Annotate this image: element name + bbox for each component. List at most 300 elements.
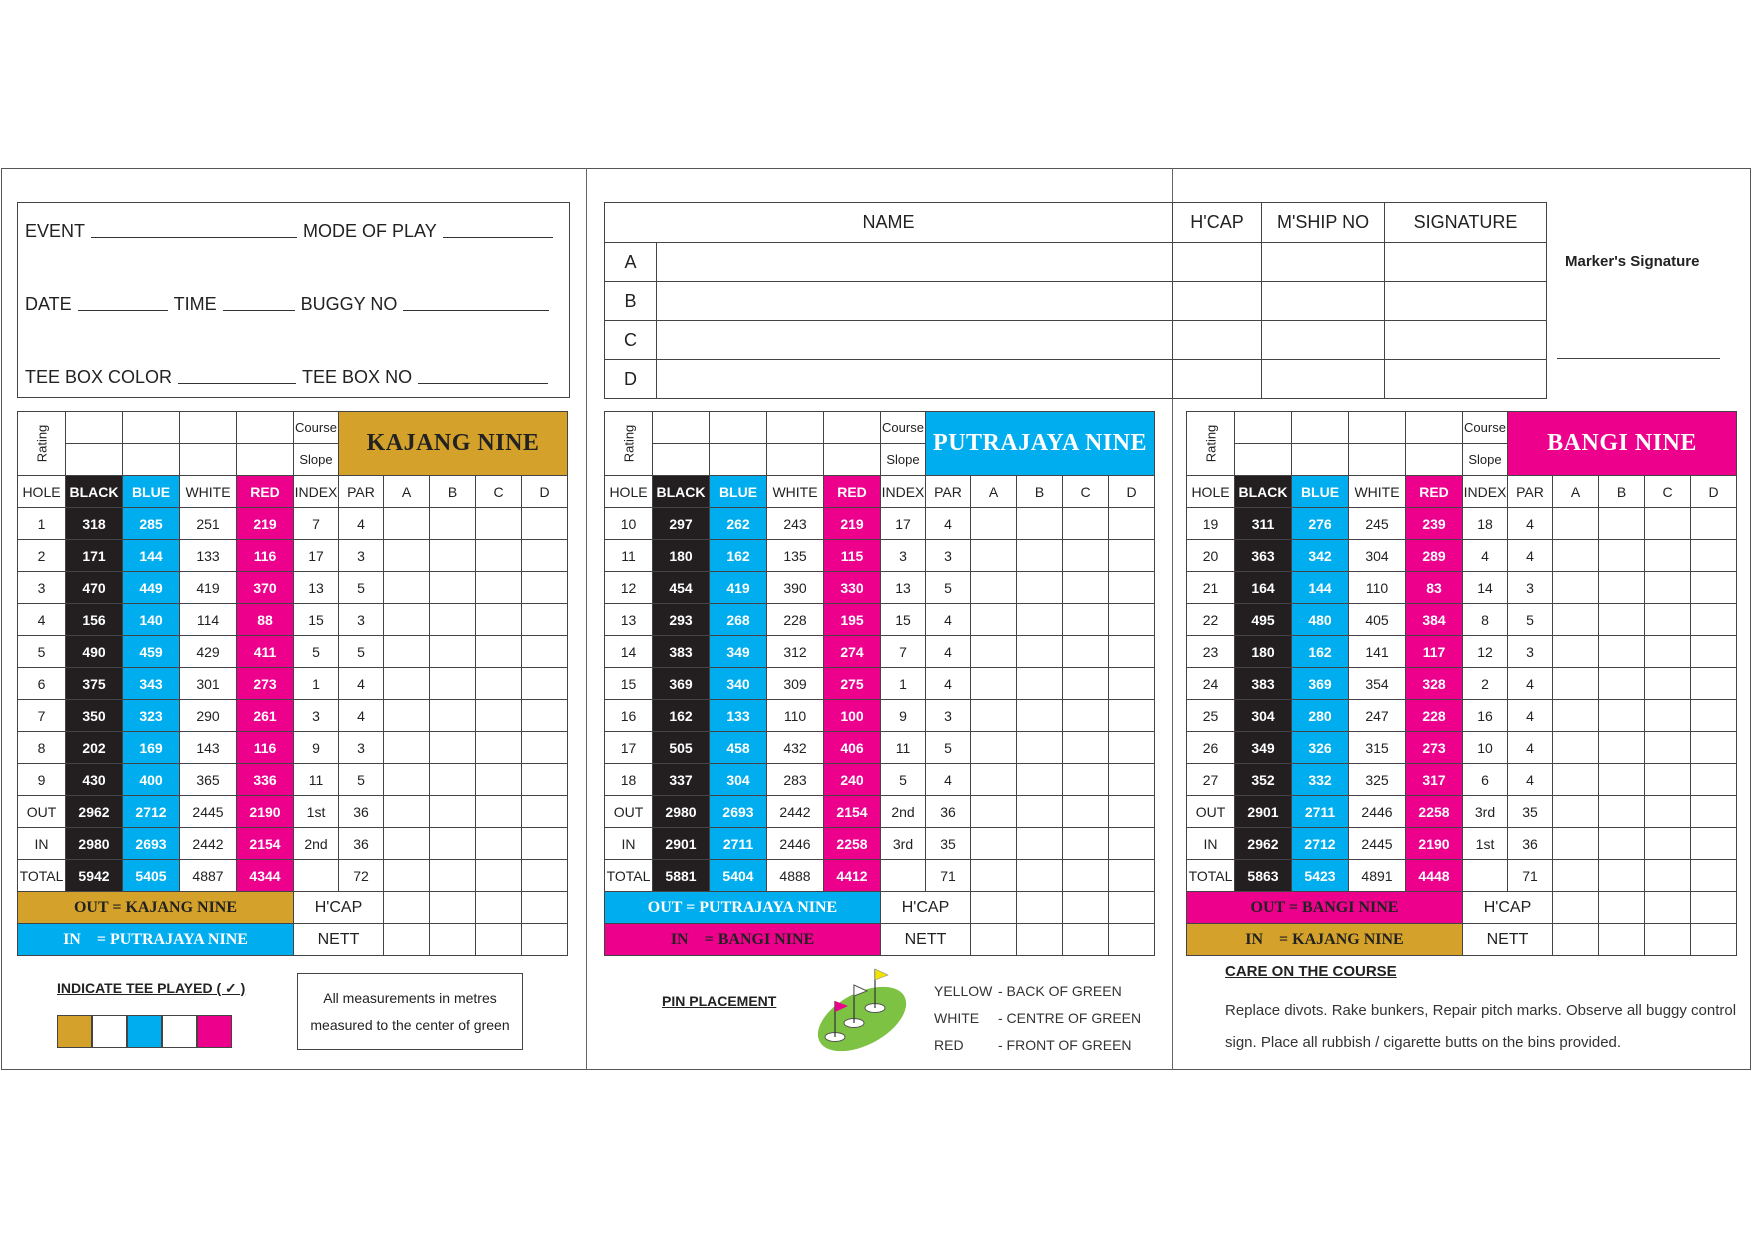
black-distance: 375 xyxy=(66,668,123,700)
out-nine-label: OUT = PUTRAJAYA NINE xyxy=(605,892,881,924)
black-distance: 162 xyxy=(653,700,710,732)
player-name-cell[interactable] xyxy=(657,282,1173,321)
black-distance: 318 xyxy=(66,508,123,540)
rating-white-cell[interactable] xyxy=(767,412,824,444)
blue-distance: 276 xyxy=(1292,508,1349,540)
par: 4 xyxy=(1508,668,1553,700)
score-cell-d[interactable] xyxy=(1109,700,1155,732)
blue-distance: 369 xyxy=(1292,668,1349,700)
pin-legend-item: WHITE - CENTRE OF GREEN xyxy=(934,1010,1142,1026)
score-cell-c[interactable] xyxy=(476,860,522,892)
hole-row xyxy=(18,764,568,796)
score-cell-b[interactable] xyxy=(430,924,476,956)
score-cell-a[interactable] xyxy=(384,508,430,540)
score-cell-a[interactable] xyxy=(384,924,430,956)
red-distance: 115 xyxy=(824,540,881,572)
score-cell-d[interactable] xyxy=(1691,764,1737,796)
score-cell-d[interactable] xyxy=(1109,732,1155,764)
score-cell-a[interactable] xyxy=(1553,540,1599,572)
score-cell-b[interactable] xyxy=(430,668,476,700)
score-cell-d[interactable] xyxy=(1691,924,1737,956)
tee-checkbox-blue[interactable] xyxy=(127,1015,162,1048)
slope-white-cell[interactable] xyxy=(1349,444,1406,476)
in-nine-label: IN = PUTRAJAYA NINE xyxy=(18,924,294,956)
score-cell-a[interactable] xyxy=(1553,860,1599,892)
score-cell-b[interactable] xyxy=(1017,828,1063,860)
score-cell-a[interactable] xyxy=(1553,636,1599,668)
hole-number: 25 xyxy=(1187,700,1235,732)
player-signature-cell[interactable] xyxy=(1385,321,1547,360)
score-cell-a[interactable] xyxy=(384,764,430,796)
black-distance: 171 xyxy=(66,540,123,572)
score-cell-c[interactable] xyxy=(1063,924,1109,956)
blue-distance: 162 xyxy=(1292,636,1349,668)
score-cell-b[interactable] xyxy=(430,508,476,540)
blue-distance: 2712 xyxy=(123,796,180,828)
score-cell-c[interactable] xyxy=(1645,540,1691,572)
score-cell-d[interactable] xyxy=(1109,892,1155,924)
score-cell-b[interactable] xyxy=(1017,860,1063,892)
score-cell-a[interactable] xyxy=(384,604,430,636)
player-signature-cell[interactable] xyxy=(1385,282,1547,321)
score-cell-d[interactable] xyxy=(522,604,568,636)
score-cell-a[interactable] xyxy=(384,572,430,604)
col-black: BLACK xyxy=(653,476,710,508)
score-cell-b[interactable] xyxy=(1017,924,1063,956)
slope-blue-cell[interactable] xyxy=(1292,444,1349,476)
score-cell-d[interactable] xyxy=(1691,732,1737,764)
score-cell-c[interactable] xyxy=(1063,700,1109,732)
score-cell-a[interactable] xyxy=(971,892,1017,924)
score-cell-d[interactable] xyxy=(1691,700,1737,732)
score-cell-c[interactable] xyxy=(1645,796,1691,828)
stroke-index: 17 xyxy=(881,508,926,540)
score-cell-b[interactable] xyxy=(1017,508,1063,540)
score-cell-b[interactable] xyxy=(1017,540,1063,572)
player-mship-cell[interactable] xyxy=(1262,360,1385,399)
red-distance: 100 xyxy=(824,700,881,732)
course-label: Course xyxy=(881,412,926,444)
score-cell-a[interactable] xyxy=(384,700,430,732)
date-label: DATE xyxy=(25,294,72,314)
score-cell-a[interactable] xyxy=(971,572,1017,604)
hole-number: 23 xyxy=(1187,636,1235,668)
score-cell-d[interactable] xyxy=(522,764,568,796)
player-letter: A xyxy=(605,243,657,282)
score-cell-c[interactable] xyxy=(1063,892,1109,924)
mode-of-play-field[interactable] xyxy=(443,236,553,238)
par: 3 xyxy=(1508,572,1553,604)
score-cell-b[interactable] xyxy=(430,828,476,860)
score-cell-b[interactable] xyxy=(1599,764,1645,796)
hole-row xyxy=(1187,572,1737,604)
hole-number: IN xyxy=(18,828,66,860)
score-cell-d[interactable] xyxy=(1109,572,1155,604)
score-cell-a[interactable] xyxy=(971,604,1017,636)
blue-distance: 268 xyxy=(710,604,767,636)
score-cell-d[interactable] xyxy=(1691,572,1737,604)
player-signature-cell[interactable] xyxy=(1385,360,1547,399)
score-cell-b[interactable] xyxy=(1017,572,1063,604)
score-cell-a[interactable] xyxy=(971,764,1017,796)
score-cell-a[interactable] xyxy=(971,828,1017,860)
score-cell-c[interactable] xyxy=(1645,860,1691,892)
score-cell-c[interactable] xyxy=(1063,604,1109,636)
red-distance: 4448 xyxy=(1406,860,1463,892)
score-cell-b[interactable] xyxy=(1017,892,1063,924)
score-cell-a[interactable] xyxy=(1553,604,1599,636)
score-cell-d[interactable] xyxy=(522,572,568,604)
score-cell-d[interactable] xyxy=(1691,636,1737,668)
col-par: PAR xyxy=(1508,476,1553,508)
black-distance: 337 xyxy=(653,764,710,796)
handicap-row xyxy=(605,892,1155,924)
black-distance: 5881 xyxy=(653,860,710,892)
rating-red-cell[interactable] xyxy=(824,412,881,444)
score-cell-d[interactable] xyxy=(522,668,568,700)
score-cell-c[interactable] xyxy=(1063,636,1109,668)
score-cell-a[interactable] xyxy=(384,540,430,572)
score-cell-b[interactable] xyxy=(1599,828,1645,860)
score-cell-c[interactable] xyxy=(1645,732,1691,764)
pin-placement-title: PIN PLACEMENT xyxy=(662,993,777,1009)
score-cell-d[interactable] xyxy=(1109,860,1155,892)
score-cell-c[interactable] xyxy=(476,892,522,924)
red-distance: 4344 xyxy=(237,860,294,892)
score-cell-c[interactable] xyxy=(476,604,522,636)
scorecard-bangi xyxy=(1186,411,1737,956)
stroke-index: 15 xyxy=(294,604,339,636)
score-cell-c[interactable] xyxy=(476,700,522,732)
score-cell-b[interactable] xyxy=(430,892,476,924)
score-cell-d[interactable] xyxy=(1691,892,1737,924)
red-distance: 2258 xyxy=(1406,796,1463,828)
score-cell-a[interactable] xyxy=(384,668,430,700)
rating-red-cell[interactable] xyxy=(1406,412,1463,444)
score-cell-a[interactable] xyxy=(1553,764,1599,796)
score-cell-b[interactable] xyxy=(1017,700,1063,732)
score-cell-a[interactable] xyxy=(1553,828,1599,860)
indicate-tee-title: INDICATE TEE PLAYED ( ✓ ) xyxy=(57,980,246,996)
tee-checkbox-red[interactable] xyxy=(197,1015,232,1048)
score-cell-d[interactable] xyxy=(522,924,568,956)
score-cell-c[interactable] xyxy=(1645,604,1691,636)
score-cell-a[interactable] xyxy=(971,636,1017,668)
buggy-no-field[interactable] xyxy=(403,309,549,311)
score-cell-c[interactable] xyxy=(1063,732,1109,764)
score-cell-c[interactable] xyxy=(1645,828,1691,860)
slope-black-cell[interactable] xyxy=(653,444,710,476)
rating-blue-cell[interactable] xyxy=(710,412,767,444)
score-cell-a[interactable] xyxy=(384,796,430,828)
score-cell-d[interactable] xyxy=(522,732,568,764)
tee-checkbox-white[interactable] xyxy=(92,1015,127,1048)
score-cell-b[interactable] xyxy=(430,572,476,604)
white-distance: 325 xyxy=(1349,764,1406,796)
black-distance: 2901 xyxy=(653,828,710,860)
col-index: INDEX xyxy=(881,476,926,508)
score-cell-d[interactable] xyxy=(1691,540,1737,572)
score-cell-a[interactable] xyxy=(971,732,1017,764)
score-cell-c[interactable] xyxy=(476,572,522,604)
score-cell-a[interactable] xyxy=(971,700,1017,732)
tee-checkbox-gold[interactable] xyxy=(57,1015,92,1048)
score-cell-a[interactable] xyxy=(384,828,430,860)
score-cell-c[interactable] xyxy=(1645,924,1691,956)
slope-black-cell[interactable] xyxy=(66,444,123,476)
par: 72 xyxy=(339,860,384,892)
hole-row xyxy=(1187,860,1737,892)
score-cell-d[interactable] xyxy=(1109,924,1155,956)
score-cell-a[interactable] xyxy=(1553,732,1599,764)
score-cell-c[interactable] xyxy=(1063,796,1109,828)
score-cell-d[interactable] xyxy=(1691,860,1737,892)
score-cell-d[interactable] xyxy=(1109,540,1155,572)
score-cell-a[interactable] xyxy=(971,860,1017,892)
score-cell-d[interactable] xyxy=(522,796,568,828)
score-cell-c[interactable] xyxy=(1063,572,1109,604)
slope-white-cell[interactable] xyxy=(767,444,824,476)
score-cell-c[interactable] xyxy=(1063,540,1109,572)
score-cell-d[interactable] xyxy=(1691,796,1737,828)
score-cell-b[interactable] xyxy=(1599,540,1645,572)
tee-box-color-field[interactable] xyxy=(178,382,296,384)
player-hcap-cell[interactable] xyxy=(1173,243,1262,282)
score-cell-c[interactable] xyxy=(1645,572,1691,604)
black-distance: 349 xyxy=(1235,732,1292,764)
score-cell-d[interactable] xyxy=(522,700,568,732)
red-distance: 88 xyxy=(237,604,294,636)
player-mship-cell[interactable] xyxy=(1262,321,1385,360)
black-distance: 156 xyxy=(66,604,123,636)
score-cell-c[interactable] xyxy=(476,796,522,828)
blue-distance: 323 xyxy=(123,700,180,732)
score-cell-b[interactable] xyxy=(1599,732,1645,764)
slope-blue-cell[interactable] xyxy=(123,444,180,476)
score-cell-d[interactable] xyxy=(1691,828,1737,860)
score-cell-c[interactable] xyxy=(1645,764,1691,796)
slope-label: Slope xyxy=(294,444,339,476)
score-cell-a[interactable] xyxy=(384,732,430,764)
rating-white-cell[interactable] xyxy=(1349,412,1406,444)
slope-white-cell[interactable] xyxy=(180,444,237,476)
score-cell-b[interactable] xyxy=(430,732,476,764)
score-cell-c[interactable] xyxy=(1645,668,1691,700)
score-cell-b[interactable] xyxy=(1599,508,1645,540)
white-distance: 2442 xyxy=(767,796,824,828)
score-cell-d[interactable] xyxy=(1109,604,1155,636)
score-cell-c[interactable] xyxy=(1645,700,1691,732)
white-distance: 354 xyxy=(1349,668,1406,700)
slope-blue-cell[interactable] xyxy=(710,444,767,476)
score-cell-a[interactable] xyxy=(971,668,1017,700)
slope-black-cell[interactable] xyxy=(1235,444,1292,476)
hole-row xyxy=(1187,508,1737,540)
score-cell-b[interactable] xyxy=(430,764,476,796)
score-cell-b[interactable] xyxy=(1599,572,1645,604)
score-cell-a[interactable] xyxy=(384,892,430,924)
score-cell-b[interactable] xyxy=(1599,668,1645,700)
hole-number: 8 xyxy=(18,732,66,764)
red-distance: 83 xyxy=(1406,572,1463,604)
score-cell-b[interactable] xyxy=(1017,732,1063,764)
player-signature-cell[interactable] xyxy=(1385,243,1547,282)
hole-number: 20 xyxy=(1187,540,1235,572)
tee-checkbox-white-2[interactable] xyxy=(162,1015,197,1048)
score-cell-d[interactable] xyxy=(522,860,568,892)
par: 35 xyxy=(1508,796,1553,828)
course-label: Course xyxy=(1463,412,1508,444)
event-field[interactable] xyxy=(91,236,297,238)
score-cell-c[interactable] xyxy=(476,764,522,796)
score-cell-d[interactable] xyxy=(522,636,568,668)
hole-row xyxy=(1187,636,1737,668)
score-cell-d[interactable] xyxy=(522,508,568,540)
score-cell-c[interactable] xyxy=(476,828,522,860)
col-index: INDEX xyxy=(294,476,339,508)
buggy-no-label: BUGGY NO xyxy=(300,294,398,314)
marker-signature-field[interactable] xyxy=(1557,358,1720,359)
score-cell-b[interactable] xyxy=(1017,604,1063,636)
score-cell-b[interactable] xyxy=(430,540,476,572)
score-cell-c[interactable] xyxy=(476,636,522,668)
slope-label: Slope xyxy=(881,444,926,476)
player-hcap-cell[interactable] xyxy=(1173,360,1262,399)
score-cell-b[interactable] xyxy=(430,636,476,668)
score-cell-b[interactable] xyxy=(430,604,476,636)
hole-number: 1 xyxy=(18,508,66,540)
score-cell-c[interactable] xyxy=(476,924,522,956)
signature-header: SIGNATURE xyxy=(1385,203,1547,243)
player-name-cell[interactable] xyxy=(657,321,1173,360)
black-distance: 495 xyxy=(1235,604,1292,636)
score-cell-b[interactable] xyxy=(1599,924,1645,956)
hcap-label: H'CAP xyxy=(294,892,384,924)
score-cell-b[interactable] xyxy=(1599,860,1645,892)
tee-box-no-field[interactable] xyxy=(418,382,548,384)
score-cell-d[interactable] xyxy=(522,828,568,860)
score-cell-a[interactable] xyxy=(971,508,1017,540)
hole-number: 21 xyxy=(1187,572,1235,604)
stroke-index: 9 xyxy=(881,700,926,732)
white-distance: 301 xyxy=(180,668,237,700)
score-cell-b[interactable] xyxy=(1017,636,1063,668)
score-cell-b[interactable] xyxy=(1017,796,1063,828)
col-blue: BLUE xyxy=(1292,476,1349,508)
score-cell-d[interactable] xyxy=(522,540,568,572)
score-cell-a[interactable] xyxy=(1553,892,1599,924)
score-cell-c[interactable] xyxy=(1645,892,1691,924)
hole-row xyxy=(18,860,568,892)
player-name-cell[interactable] xyxy=(657,360,1173,399)
player-hcap-cell[interactable] xyxy=(1173,282,1262,321)
time-field[interactable] xyxy=(223,309,295,311)
score-cell-b[interactable] xyxy=(1599,796,1645,828)
score-cell-a[interactable] xyxy=(384,860,430,892)
hole-row xyxy=(18,604,568,636)
score-cell-a[interactable] xyxy=(1553,668,1599,700)
score-cell-c[interactable] xyxy=(476,540,522,572)
score-cell-c[interactable] xyxy=(476,508,522,540)
score-cell-a[interactable] xyxy=(971,924,1017,956)
score-cell-d[interactable] xyxy=(522,892,568,924)
score-cell-c[interactable] xyxy=(1645,508,1691,540)
score-cell-d[interactable] xyxy=(1109,796,1155,828)
score-cell-b[interactable] xyxy=(1599,636,1645,668)
score-cell-a[interactable] xyxy=(1553,508,1599,540)
rating-blue-cell[interactable] xyxy=(123,412,180,444)
hole-number: IN xyxy=(605,828,653,860)
score-cell-b[interactable] xyxy=(1017,764,1063,796)
score-cell-c[interactable] xyxy=(1063,828,1109,860)
player-name-cell[interactable] xyxy=(657,243,1173,282)
score-cell-c[interactable] xyxy=(476,732,522,764)
score-cell-b[interactable] xyxy=(1599,700,1645,732)
score-cell-c[interactable] xyxy=(476,668,522,700)
score-cell-c[interactable] xyxy=(1063,668,1109,700)
score-cell-a[interactable] xyxy=(1553,796,1599,828)
date-field[interactable] xyxy=(78,309,168,311)
score-cell-d[interactable] xyxy=(1691,668,1737,700)
score-cell-d[interactable] xyxy=(1109,636,1155,668)
player-hcap-cell[interactable] xyxy=(1173,321,1262,360)
par: 4 xyxy=(926,764,971,796)
score-cell-a[interactable] xyxy=(1553,700,1599,732)
rating-black-cell[interactable] xyxy=(66,412,123,444)
score-cell-d[interactable] xyxy=(1109,668,1155,700)
score-cell-b[interactable] xyxy=(430,796,476,828)
score-cell-d[interactable] xyxy=(1691,604,1737,636)
score-cell-d[interactable] xyxy=(1691,508,1737,540)
score-cell-a[interactable] xyxy=(971,796,1017,828)
score-cell-b[interactable] xyxy=(430,860,476,892)
score-cell-b[interactable] xyxy=(1017,668,1063,700)
score-cell-d[interactable] xyxy=(1109,508,1155,540)
score-cell-c[interactable] xyxy=(1645,636,1691,668)
score-cell-a[interactable] xyxy=(384,636,430,668)
slope-red-cell[interactable] xyxy=(237,444,294,476)
score-cell-a[interactable] xyxy=(1553,924,1599,956)
col-red: RED xyxy=(1406,476,1463,508)
score-cell-b[interactable] xyxy=(1599,604,1645,636)
slope-red-cell[interactable] xyxy=(1406,444,1463,476)
score-cell-b[interactable] xyxy=(430,700,476,732)
rating-red-cell[interactable] xyxy=(237,412,294,444)
player-mship-cell[interactable] xyxy=(1262,282,1385,321)
hole-row xyxy=(605,764,1155,796)
score-cell-d[interactable] xyxy=(1109,828,1155,860)
score-cell-a[interactable] xyxy=(971,540,1017,572)
rating-black-cell[interactable] xyxy=(1235,412,1292,444)
player-mship-cell[interactable] xyxy=(1262,243,1385,282)
red-distance: 330 xyxy=(824,572,881,604)
white-distance: 110 xyxy=(1349,572,1406,604)
rating-blue-cell[interactable] xyxy=(1292,412,1349,444)
score-cell-c[interactable] xyxy=(1063,508,1109,540)
rating-white-cell[interactable] xyxy=(180,412,237,444)
score-cell-a[interactable] xyxy=(1553,572,1599,604)
white-distance: 432 xyxy=(767,732,824,764)
score-cell-c[interactable] xyxy=(1063,860,1109,892)
score-cell-d[interactable] xyxy=(1109,764,1155,796)
white-distance: 429 xyxy=(180,636,237,668)
score-cell-b[interactable] xyxy=(1599,892,1645,924)
score-cell-c[interactable] xyxy=(1063,764,1109,796)
slope-red-cell[interactable] xyxy=(824,444,881,476)
rating-black-cell[interactable] xyxy=(653,412,710,444)
stroke-index: 16 xyxy=(1463,700,1508,732)
red-distance: 4412 xyxy=(824,860,881,892)
